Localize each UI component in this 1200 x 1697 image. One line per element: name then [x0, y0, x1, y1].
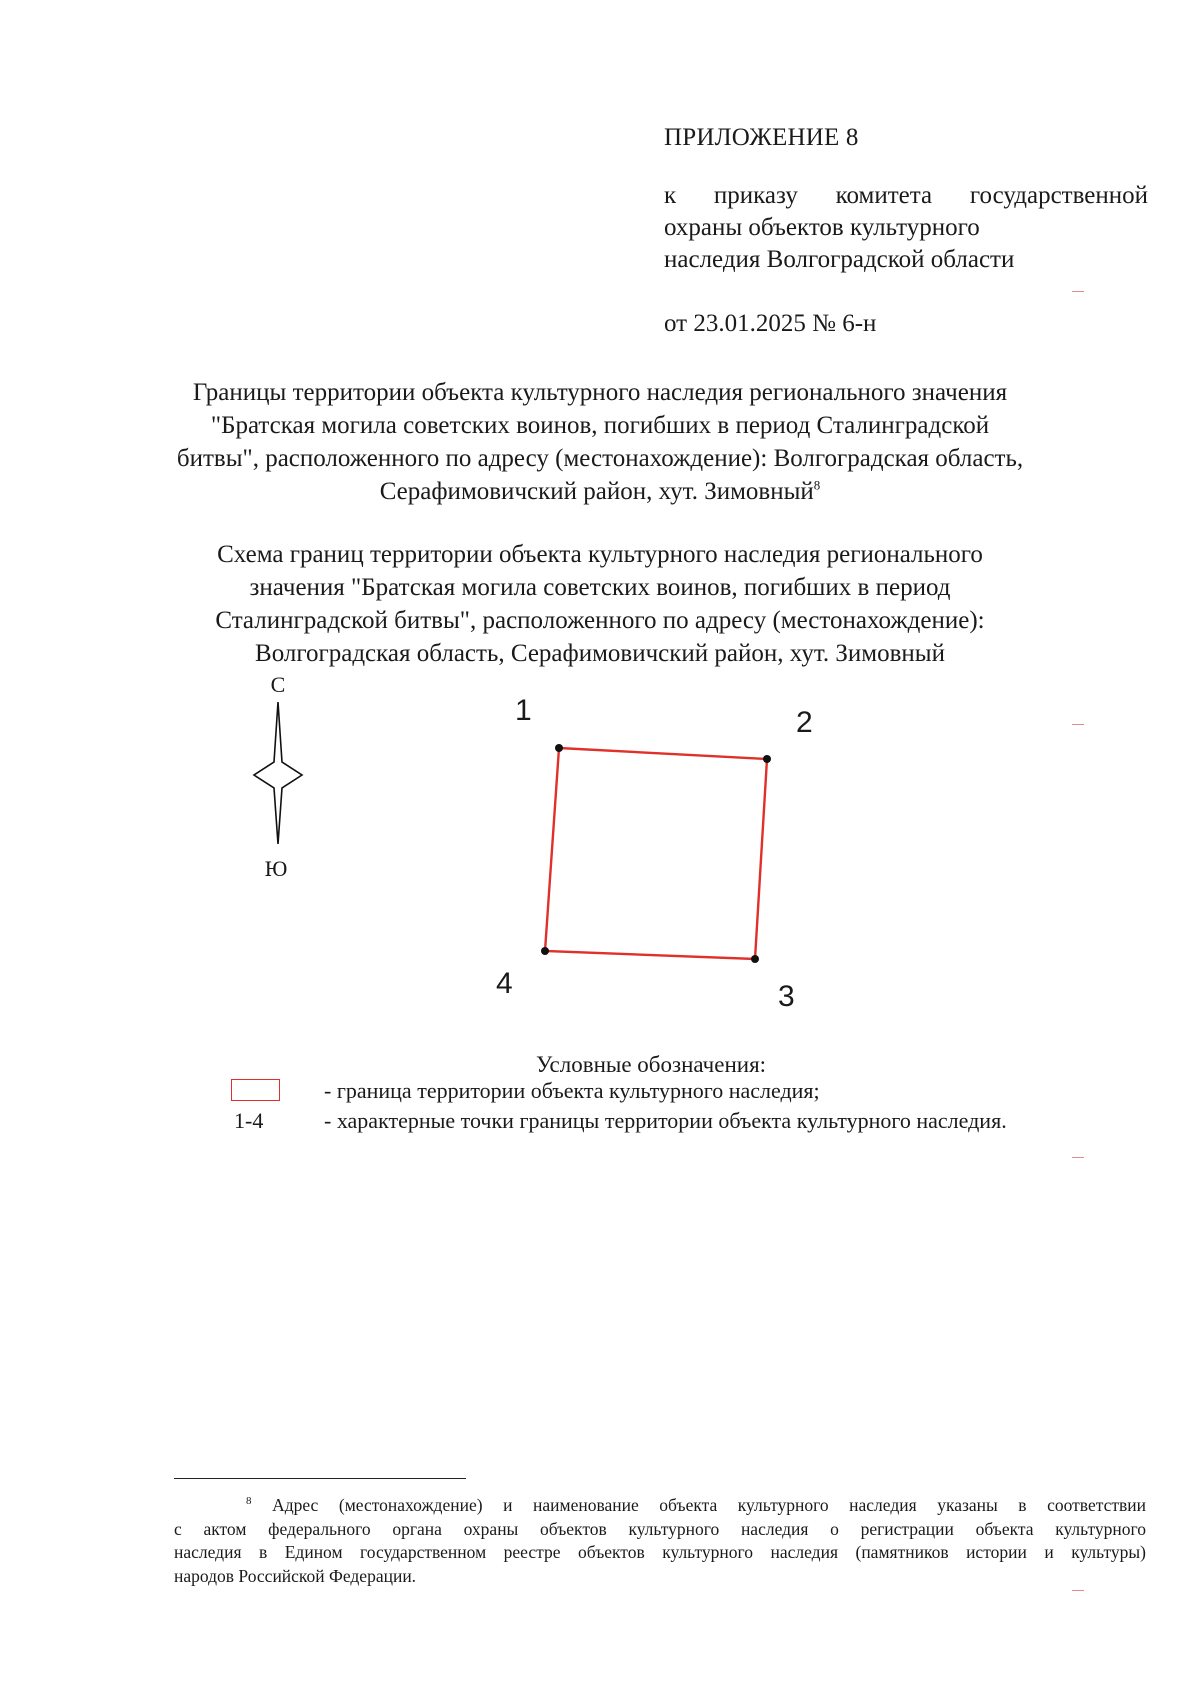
boundary-point: [763, 755, 771, 763]
footnote-line: народов Российской Федерации.: [174, 1565, 417, 1586]
footnote-line: с актом федерального органа охраны объектов культурного наследия о регистрации объекта культурного: [174, 1518, 1146, 1539]
heading-line-text: Серафимовичский район, хут. Зимовный: [379, 478, 814, 505]
appendix-title: ПРИЛОЖЕНИЕ 8: [664, 124, 859, 151]
footnote: [174, 1494, 1146, 1588]
heading-line: Сталинградской битвы", расположенного по адресу (местонахождение):: [215, 607, 985, 634]
compass-north-label: С: [270, 672, 286, 697]
footnote-line: [174, 1494, 1146, 1518]
point-label-1: 1: [515, 694, 532, 727]
legend-points-symbol: 1-4: [234, 1108, 264, 1133]
boundary-point: [751, 955, 759, 963]
legend-item-points: - характерные точки границы территории объекта культурного наследия.: [324, 1108, 1007, 1133]
scan-mark: [1072, 724, 1084, 725]
point-label-3: 3: [778, 980, 795, 1013]
heading-line: значения "Братская могила советских воинов, погибших в период: [249, 574, 951, 601]
footnote-line: наследия в Едином государственном реестре объектов культурного наследия (памятников истории и культуры): [174, 1542, 1146, 1562]
legend-item-boundary: - граница территории объекта культурного наследия;: [324, 1078, 820, 1103]
footnote-mark: 8: [246, 1495, 252, 1508]
heading-line: Волгоградская область, Серафимовичский район, хут. Зимовный: [255, 640, 945, 667]
order-line: охраны объектов культурного: [664, 214, 980, 241]
order-date: от 23.01.2025 № 6-н: [664, 310, 877, 337]
heading-line: Границы территории объекта культурного наследия регионального значения: [192, 379, 1008, 406]
order-line: к приказу комитета государственной: [664, 182, 1148, 209]
heading-line: Схема границ территории объекта культурного наследия регионального: [217, 541, 983, 568]
footnote-reference[interactable]: 8: [813, 477, 821, 493]
legend-title: Условные обозначения:: [536, 1052, 767, 1077]
boundary-point: [541, 947, 549, 955]
footnote-divider: [174, 1478, 466, 1479]
scan-mark: [1072, 291, 1084, 292]
point-label-2: 2: [796, 706, 813, 739]
boundary-polygon: [545, 748, 767, 959]
point-label-4: 4: [496, 967, 513, 1000]
heading-line: "Братская могила советских воинов, погибших в период Сталинградской: [210, 412, 990, 439]
order-line: наследия Волгоградской области: [664, 246, 1015, 273]
footnote-text: Адрес (местонахождение) и наименование объекта культурного наследия указаны в соответствии: [272, 1495, 1147, 1515]
scan-mark: [1072, 1590, 1084, 1591]
compass-south-label: Ю: [264, 856, 288, 881]
legend-boundary-symbol: [231, 1079, 280, 1101]
scan-mark: [1072, 1157, 1084, 1158]
heading-line: битвы", расположенного по адресу (местонахождение): Волгоградская область,: [176, 445, 1024, 472]
boundary-point: [555, 744, 563, 752]
